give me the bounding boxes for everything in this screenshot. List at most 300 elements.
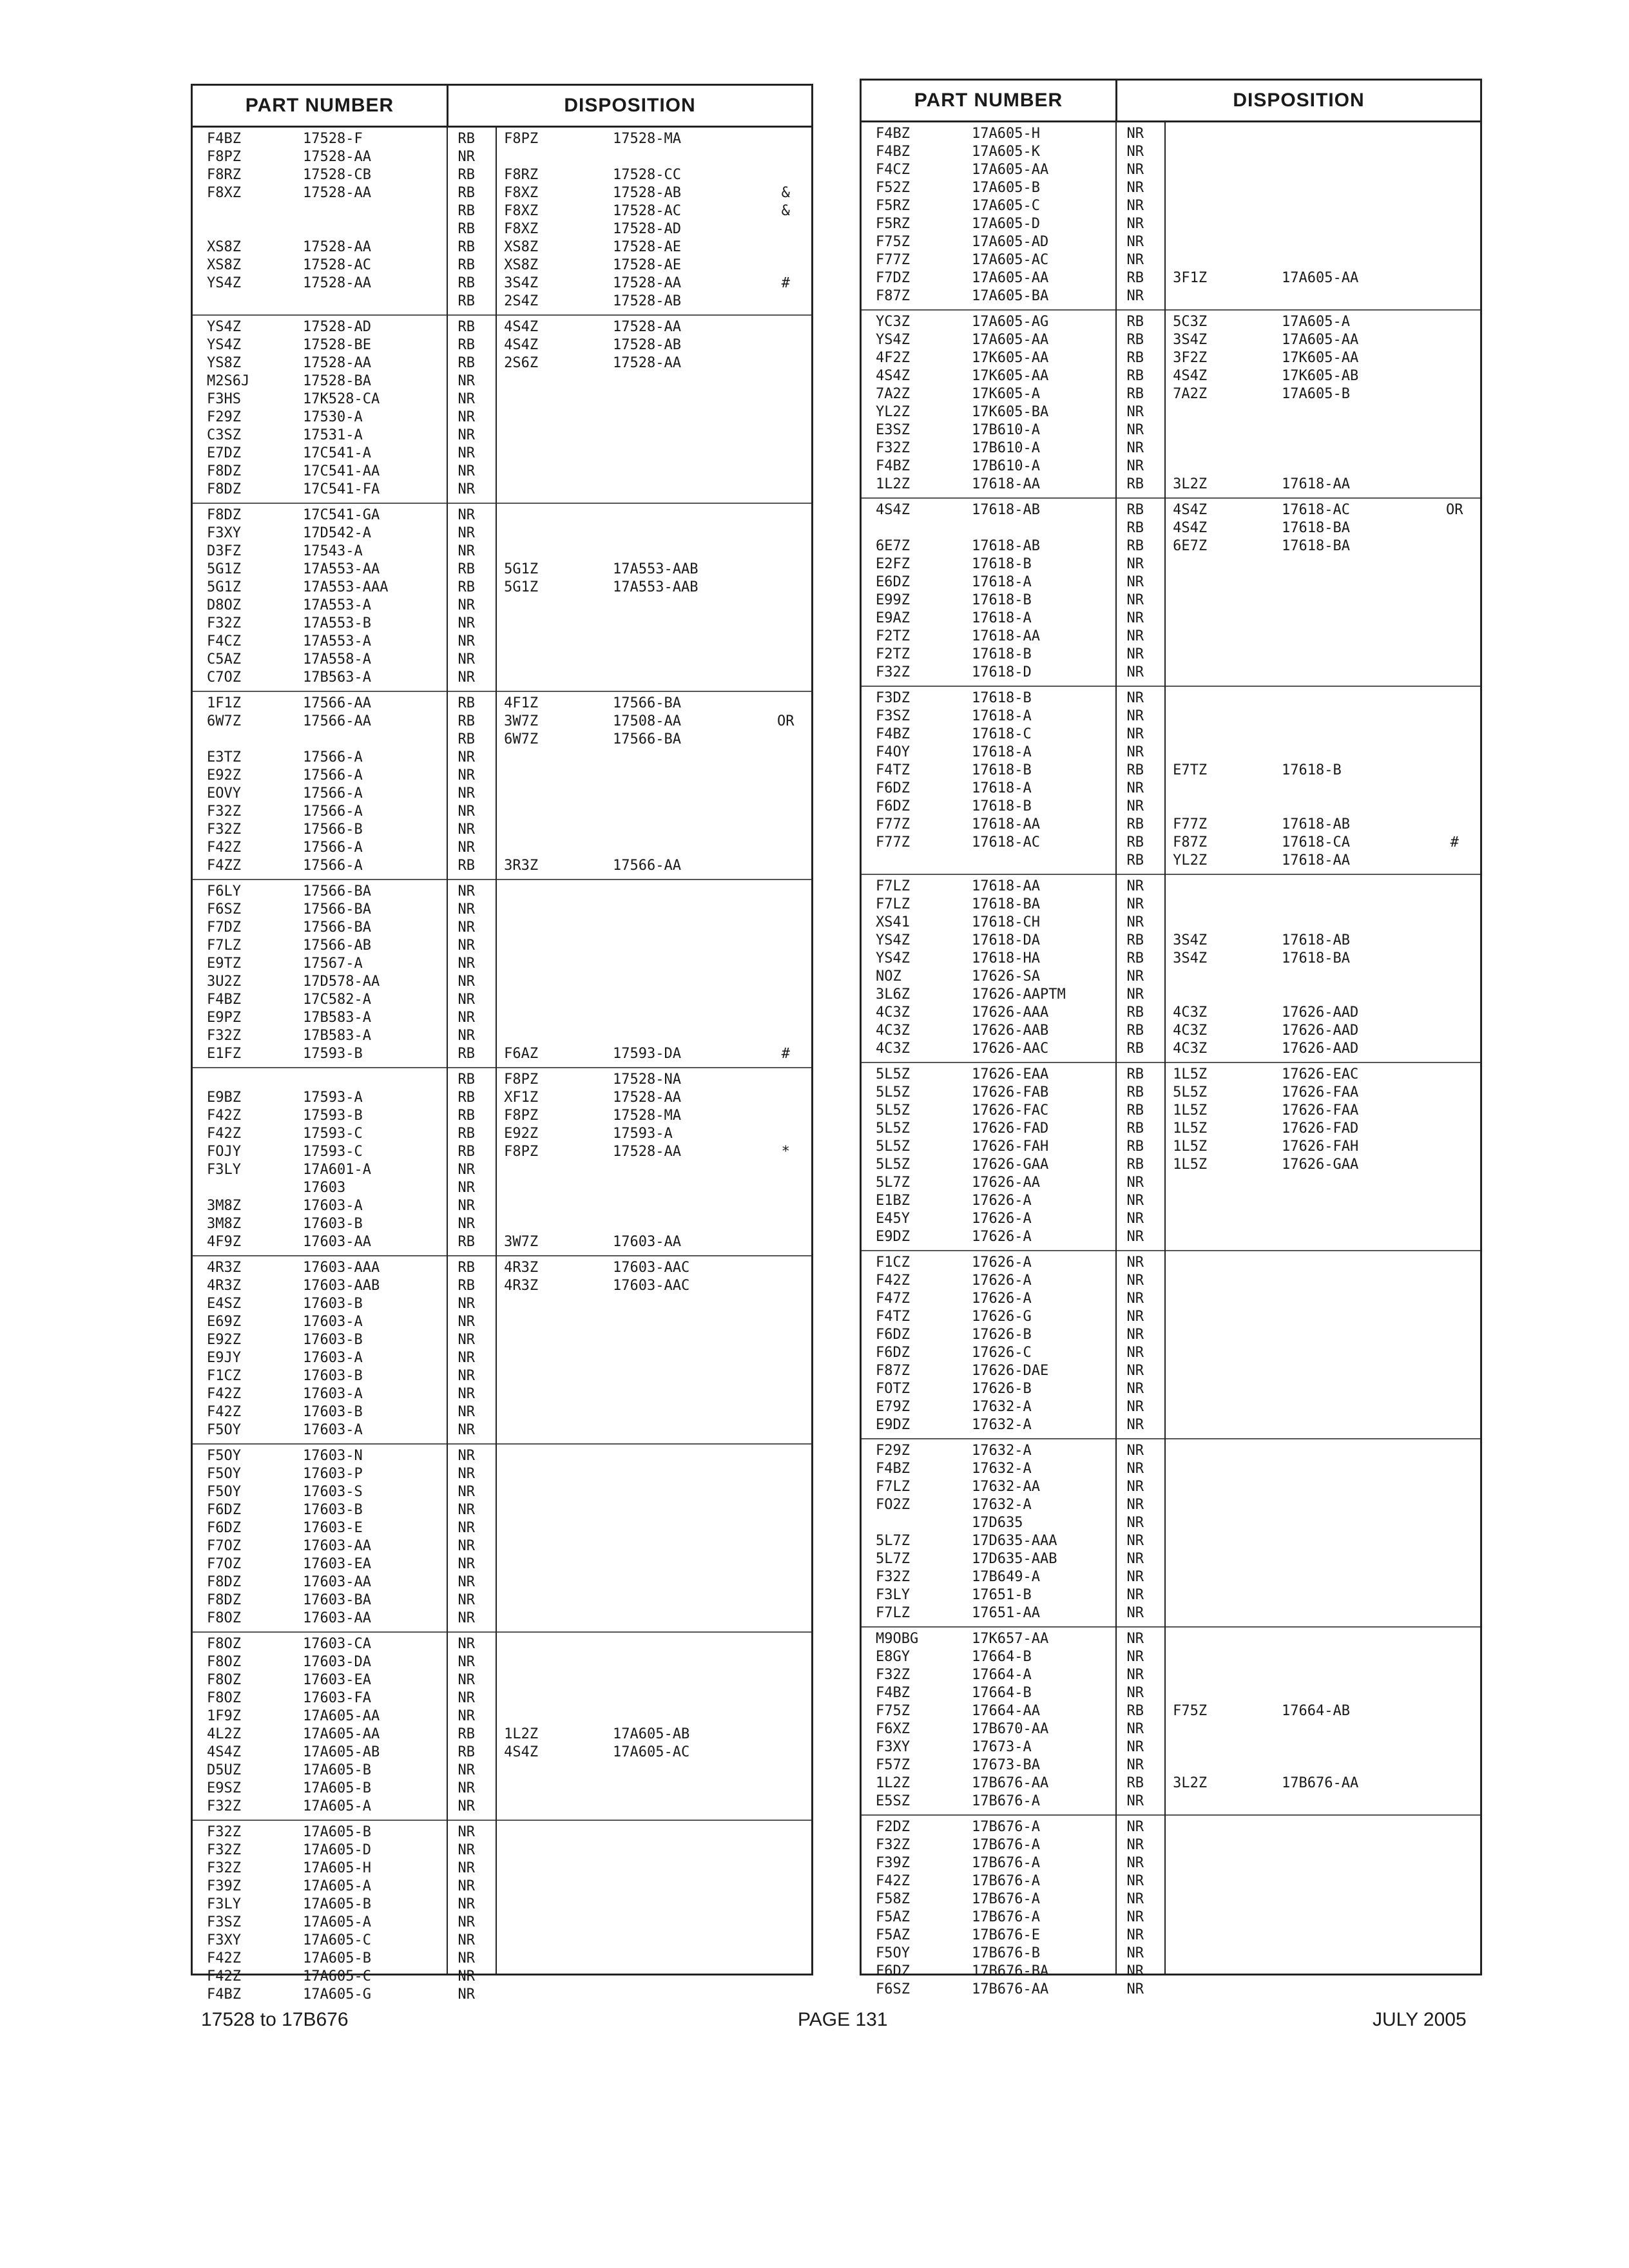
replacement-number-cell — [1282, 1210, 1429, 1228]
note-mark-cell — [1429, 215, 1480, 233]
note-mark-cell — [760, 1089, 811, 1107]
disposition-code-cell: RB — [458, 1726, 476, 1742]
part-prefix-cell: E92Z — [207, 1332, 241, 1348]
part-prefix-cell: E1BZ — [876, 1193, 910, 1209]
part-number-cell: 17618-C — [972, 726, 1032, 742]
part-prefix-cell: F5OY — [207, 1466, 241, 1482]
table-row — [862, 1568, 1480, 1586]
note-mark-cell — [1429, 555, 1480, 573]
part-prefix-cell: 6E7Z — [876, 538, 910, 554]
note-mark-cell — [760, 1725, 811, 1744]
note-mark-cell — [760, 1823, 811, 1841]
note-mark-cell: # — [781, 275, 790, 291]
replacement-number-cell: 17K605-AA — [1282, 350, 1359, 366]
replacement-number-cell — [1282, 1890, 1429, 1908]
replacement-prefix-cell — [494, 821, 613, 839]
replacement-prefix-cell — [494, 839, 613, 857]
note-mark-cell — [760, 1762, 811, 1780]
note-mark-cell — [760, 1367, 811, 1385]
part-number-cell: 17603 — [303, 1180, 346, 1196]
disposition-code-cell: NR — [458, 1180, 476, 1196]
part-prefix-cell: F6DZ — [876, 798, 910, 814]
replacement-prefix-cell — [1162, 1442, 1282, 1460]
replacement-number-cell — [1282, 664, 1429, 682]
disposition-code-cell: NR — [1126, 198, 1144, 214]
part-prefix-cell: 5G1Z — [207, 579, 241, 595]
replacement-prefix-cell — [1162, 1550, 1282, 1568]
part-prefix-cell: E99Z — [876, 592, 910, 608]
part-prefix-cell: F7OZ — [207, 1538, 241, 1554]
table-row — [862, 1398, 1480, 1416]
part-number-cell: 17603-AAA — [303, 1260, 380, 1276]
part-prefix-cell: 3M8Z — [207, 1198, 241, 1214]
replacement-number-cell — [1282, 1981, 1429, 1999]
table-row — [193, 1045, 811, 1063]
replacement-number-cell — [613, 919, 760, 937]
disposition-code-cell: NR — [458, 1502, 476, 1518]
replacement-number-cell — [613, 883, 760, 901]
note-mark-cell — [1429, 646, 1480, 664]
replacement-prefix-cell — [1162, 744, 1282, 762]
part-prefix-cell: XS8Z — [207, 257, 241, 273]
disposition-code-cell: RB — [458, 131, 476, 147]
part-prefix-cell: F32Z — [876, 1569, 910, 1585]
note-mark-cell — [1429, 1254, 1480, 1272]
replacement-number-cell — [613, 1421, 760, 1439]
table-row — [193, 1143, 811, 1161]
table-row — [862, 476, 1480, 494]
note-mark-cell — [760, 633, 811, 651]
replacement-prefix-cell: 5L5Z — [1173, 1084, 1208, 1100]
replacement-number-cell: 17626-FAD — [1282, 1120, 1359, 1137]
replacement-prefix-cell — [1162, 914, 1282, 932]
row-group — [862, 687, 1480, 875]
replacement-prefix-cell — [494, 1860, 613, 1878]
disposition-code-cell: NR — [458, 1762, 476, 1778]
note-mark-cell — [1429, 689, 1480, 707]
replacement-number-cell — [1282, 197, 1429, 215]
replacement-prefix-cell: 3W7Z — [504, 1234, 539, 1250]
replacement-prefix-cell: F8PZ — [504, 1108, 539, 1124]
part-number-cell: 17626-A — [972, 1291, 1032, 1307]
disposition-code-cell: NR — [458, 1574, 476, 1590]
replacement-number-cell — [1282, 1818, 1429, 1836]
note-mark-cell — [760, 883, 811, 901]
part-prefix-cell: 4F2Z — [876, 350, 910, 366]
table-row — [193, 669, 811, 687]
part-number-cell: 17603-A — [303, 1198, 363, 1214]
disposition-code-cell: NR — [458, 1296, 476, 1312]
part-number-cell: 17673-A — [972, 1739, 1032, 1755]
table-row — [862, 1927, 1480, 1945]
disposition-code-cell: NR — [458, 1672, 476, 1688]
table-row — [862, 1040, 1480, 1058]
part-number-cell: 17567-A — [303, 956, 363, 972]
disposition-code-cell: NR — [1126, 1927, 1144, 1943]
table-row — [193, 166, 811, 184]
part-number-cell: 17618-AC — [972, 834, 1040, 850]
part-number-cell: 17A605-D — [303, 1842, 371, 1858]
replacement-prefix-cell — [494, 1313, 613, 1331]
replacement-prefix-cell: 3S4Z — [1173, 950, 1208, 966]
table-row — [193, 1179, 811, 1197]
replacement-prefix-cell — [494, 1331, 613, 1349]
part-prefix-cell: F32Z — [207, 1860, 241, 1876]
note-mark-cell — [1429, 1478, 1480, 1496]
table-row — [193, 955, 811, 973]
table-row — [193, 615, 811, 633]
note-mark-cell — [760, 372, 811, 390]
part-number-cell: 17A553-A — [303, 633, 371, 649]
part-number-cell: 17K657-AA — [972, 1631, 1049, 1647]
note-mark-cell — [760, 1027, 811, 1045]
part-number-cell: 17A605-A — [303, 1878, 371, 1894]
note-mark-cell — [760, 651, 811, 669]
disposition-header: DISPOSITION — [564, 95, 696, 116]
part-prefix-cell: E92Z — [207, 767, 241, 783]
replacement-number-cell — [613, 749, 760, 767]
table-row — [862, 1945, 1480, 1963]
part-prefix-cell: F3XY — [876, 1739, 910, 1755]
disposition-code-cell: NR — [1126, 664, 1144, 680]
note-mark-cell — [1429, 349, 1480, 367]
replacement-number-cell — [1282, 1756, 1429, 1774]
replacement-prefix-cell — [1162, 1362, 1282, 1380]
note-mark-cell — [760, 1610, 811, 1628]
part-number-cell: 17626-FAC — [972, 1102, 1049, 1119]
table-row — [193, 821, 811, 839]
disposition-code-cell: NR — [1126, 1855, 1144, 1871]
row-group — [862, 122, 1480, 311]
disposition-code-cell: RB — [1126, 834, 1144, 850]
part-prefix-cell: E7DZ — [207, 445, 241, 461]
replacement-prefix-cell — [494, 1823, 613, 1841]
disposition-code-cell: RB — [1126, 1102, 1144, 1119]
replacement-number-cell: 17528-AE — [613, 257, 682, 273]
disposition-code-cell: NR — [458, 149, 476, 165]
table-row — [862, 1586, 1480, 1604]
part-number-cell: 17618-B — [972, 646, 1032, 662]
replacement-number-cell — [1282, 1963, 1429, 1981]
part-number-cell: 17618-AB — [972, 538, 1040, 554]
replacement-prefix-cell — [494, 1635, 613, 1653]
note-mark-cell — [1429, 1586, 1480, 1604]
replacement-number-cell: 17528-AA — [613, 275, 682, 291]
replacement-number-cell — [1282, 744, 1429, 762]
replacement-number-cell: 17A605-AA — [1282, 270, 1359, 286]
replacement-number-cell — [613, 1027, 760, 1045]
replacement-prefix-cell: 1L5Z — [1173, 1102, 1208, 1119]
replacement-prefix-cell — [494, 1762, 613, 1780]
note-mark-cell: * — [781, 1144, 790, 1160]
part-prefix-cell: F4OY — [876, 744, 910, 760]
replacement-prefix-cell — [494, 1986, 613, 2004]
disposition-code-cell: NR — [458, 373, 476, 389]
replacement-prefix-cell: 3L2Z — [1173, 476, 1208, 492]
part-number-cell: 17K605-BA — [972, 404, 1049, 420]
replacement-prefix-cell — [494, 1385, 613, 1403]
disposition-code-cell: NR — [458, 1932, 476, 1948]
part-prefix-cell: F32Z — [207, 822, 241, 838]
part-prefix-cell: F4CZ — [207, 633, 241, 649]
disposition-code-cell: NR — [1126, 1309, 1144, 1325]
note-mark-cell — [760, 1349, 811, 1367]
note-mark-cell — [760, 579, 811, 597]
part-number-cell: 17618-AA — [972, 628, 1040, 644]
disposition-code-cell: NR — [1126, 986, 1144, 1003]
disposition-code-cell: NR — [1126, 1981, 1144, 1997]
part-number-cell: 17D635-AAB — [972, 1551, 1057, 1567]
replacement-prefix-cell — [494, 1968, 613, 1986]
table-row — [193, 1762, 811, 1780]
note-mark-cell — [1429, 744, 1480, 762]
part-prefix-cell: F6SZ — [876, 1981, 910, 1997]
replacement-prefix-cell — [494, 937, 613, 955]
part-prefix-cell: F4BZ — [876, 458, 910, 474]
part-prefix-cell: F52Z — [876, 180, 910, 196]
note-mark-cell — [760, 390, 811, 408]
disposition-code-cell: NR — [1126, 1229, 1144, 1245]
part-number-cell: 17626-A — [972, 1193, 1032, 1209]
replacement-prefix-cell: 2S6Z — [504, 355, 539, 371]
replacement-prefix-cell — [1162, 1254, 1282, 1272]
table-row — [193, 785, 811, 803]
part-prefix-cell — [193, 731, 303, 749]
disposition-code-cell: RB — [458, 1090, 476, 1106]
part-number-cell: 17B583-A — [303, 1028, 371, 1044]
part-prefix-cell: F4CZ — [876, 162, 910, 178]
note-mark-cell — [1429, 1945, 1480, 1963]
part-number-cell: 17664-AA — [972, 1703, 1040, 1719]
table-row — [193, 1537, 811, 1555]
table-row — [193, 1447, 811, 1465]
replacement-prefix-cell — [1162, 628, 1282, 646]
part-prefix-cell: F87Z — [876, 1363, 910, 1379]
part-prefix-cell: F42Z — [207, 1950, 241, 1966]
replacement-prefix-cell — [1162, 1854, 1282, 1872]
replacement-number-cell — [613, 937, 760, 955]
replacement-prefix-cell: E92Z — [504, 1126, 539, 1142]
part-number-cell: 17528-BE — [303, 337, 371, 353]
replacement-prefix-cell — [1162, 591, 1282, 610]
table-row — [862, 1442, 1480, 1460]
replacement-prefix-cell: F77Z — [1173, 816, 1208, 832]
replacement-prefix-cell — [1162, 968, 1282, 986]
replacement-prefix-cell: 3L2Z — [1173, 1775, 1208, 1791]
part-number-cell: 17626-DAE — [972, 1363, 1049, 1379]
part-number-cell: 17618-DA — [972, 932, 1040, 948]
replacement-number-cell — [1282, 1192, 1429, 1210]
note-mark-cell — [1429, 664, 1480, 682]
replacement-prefix-cell — [1162, 1380, 1282, 1398]
disposition-code-cell: NR — [458, 427, 476, 443]
disposition-code-cell: NR — [1126, 708, 1144, 724]
disposition-code-cell: NR — [1126, 1819, 1144, 1835]
disposition-code-cell: NR — [458, 543, 476, 559]
note-mark-cell — [760, 238, 811, 256]
row-group — [193, 1633, 811, 1821]
part-prefix-cell: F42Z — [876, 1873, 910, 1889]
replacement-number-cell — [1282, 1720, 1429, 1738]
disposition-code-cell: NR — [458, 937, 476, 954]
table-row — [862, 664, 1480, 682]
part-prefix-cell: F3DZ — [876, 690, 910, 706]
table-row — [862, 1720, 1480, 1738]
replacement-prefix-cell — [494, 1707, 613, 1725]
replacement-prefix-cell: E7TZ — [1173, 762, 1208, 778]
replacement-number-cell: 17528-AA — [613, 1144, 682, 1160]
part-prefix-cell: E8GY — [876, 1649, 910, 1665]
replacement-prefix-cell: 3S4Z — [504, 275, 539, 291]
note-mark-cell — [760, 408, 811, 427]
part-number-cell: 17B610-A — [972, 440, 1040, 456]
note-mark-cell — [1429, 1344, 1480, 1362]
replacement-number-cell — [1282, 1630, 1429, 1648]
replacement-prefix-cell — [494, 749, 613, 767]
disposition-code-cell: RB — [458, 1072, 476, 1088]
part-prefix-cell: F8DZ — [207, 463, 241, 479]
note-mark-cell — [760, 445, 811, 463]
disposition-code-cell: NR — [1126, 896, 1144, 912]
replacement-prefix-cell — [1162, 457, 1282, 476]
part-prefix-cell: F4TZ — [876, 1309, 910, 1325]
table-row — [862, 896, 1480, 914]
disposition-code-cell: NR — [1126, 1569, 1144, 1585]
table-row — [193, 1841, 811, 1860]
part-number-cell: 17603-E — [303, 1520, 363, 1536]
disposition-code-cell: NR — [1126, 1273, 1144, 1289]
part-number-cell: 17603-A — [303, 1422, 363, 1438]
replacement-number-cell — [1282, 179, 1429, 197]
table-row — [862, 349, 1480, 367]
disposition-code-cell: NR — [458, 767, 476, 783]
replacement-prefix-cell — [494, 1009, 613, 1027]
disposition-code-cell: RB — [1126, 1775, 1144, 1791]
table-row — [862, 1702, 1480, 1720]
note-mark-cell — [760, 1071, 811, 1089]
disposition-code-cell: NR — [1126, 1175, 1144, 1191]
part-number-cell: 17528-AC — [303, 257, 371, 273]
part-prefix-cell: F1CZ — [207, 1368, 241, 1384]
table-row — [193, 1501, 811, 1519]
part-number-cell: 17530-A — [303, 409, 363, 425]
disposition-code-cell: NR — [458, 1350, 476, 1366]
part-prefix-cell: F57Z — [876, 1757, 910, 1773]
part-prefix-cell: F8DZ — [207, 507, 241, 523]
replacement-number-cell: 17626-FAH — [1282, 1139, 1359, 1155]
part-number-cell: 17618-B — [972, 592, 1032, 608]
table-row — [862, 287, 1480, 305]
replacement-prefix-cell — [1162, 1630, 1282, 1648]
part-prefix-cell: NOZ — [876, 968, 901, 985]
table-row — [193, 1725, 811, 1744]
part-number-cell: 17626-B — [972, 1381, 1032, 1397]
table-row — [193, 1635, 811, 1653]
part-prefix-cell: YS4Z — [207, 337, 241, 353]
note-mark-cell — [1429, 896, 1480, 914]
table-row — [862, 1514, 1480, 1532]
replacement-number-cell — [613, 1610, 760, 1628]
note-mark-cell — [1429, 1156, 1480, 1174]
replacement-prefix-cell — [494, 1179, 613, 1197]
part-number-cell: 17603-A — [303, 1314, 363, 1330]
disposition-code-cell: RB — [458, 185, 476, 201]
disposition-code-cell: NR — [458, 749, 476, 765]
part-number-cell: 17B676-A — [972, 1873, 1040, 1889]
replacement-number-cell: 17A553-AAB — [613, 561, 699, 577]
table-row — [193, 597, 811, 615]
part-prefix-cell: F32Z — [207, 615, 241, 631]
part-prefix-cell: YS4Z — [876, 932, 910, 948]
note-mark-cell — [760, 1841, 811, 1860]
table-row — [193, 1331, 811, 1349]
replacement-number-cell — [613, 1780, 760, 1798]
replacement-number-cell — [1282, 1380, 1429, 1398]
table-row — [862, 707, 1480, 726]
part-number-cell: 17531-A — [303, 427, 363, 443]
part-number-cell: 17B676-AA — [972, 1981, 1049, 1997]
note-mark-cell — [760, 1950, 811, 1968]
replacement-number-cell: 17603-AAC — [613, 1278, 690, 1294]
table-row — [193, 1233, 811, 1251]
note-mark-cell — [760, 293, 811, 311]
table-row — [193, 1295, 811, 1313]
disposition-code-cell: NR — [1126, 798, 1144, 814]
disposition-code-cell: RB — [1126, 332, 1144, 348]
table-row — [862, 1084, 1480, 1102]
part-prefix-cell: E3TZ — [207, 749, 241, 765]
right-table-header — [862, 81, 1480, 122]
part-number-cell: 17B610-A — [972, 458, 1040, 474]
replacement-number-cell — [1282, 878, 1429, 896]
replacement-number-cell — [613, 1349, 760, 1367]
replacement-number-cell — [613, 408, 760, 427]
table-row — [862, 726, 1480, 744]
part-prefix-cell: F6DZ — [876, 1345, 910, 1361]
replacement-number-cell — [1282, 421, 1429, 439]
part-number-cell: 17603-FA — [303, 1690, 371, 1706]
replacement-number-cell — [1282, 287, 1429, 305]
part-prefix-cell: F7DZ — [876, 270, 910, 286]
part-prefix-cell: E9JY — [207, 1350, 241, 1366]
disposition-code-cell: NR — [1126, 1461, 1144, 1477]
part-number-cell: 17528-AA — [303, 355, 371, 371]
table-row — [862, 457, 1480, 476]
table-row — [193, 1896, 811, 1914]
part-prefix-cell: 3M8Z — [207, 1216, 241, 1232]
part-number-cell: 17566-AA — [303, 713, 371, 729]
table-row — [193, 408, 811, 427]
disposition-code-cell: RB — [1126, 520, 1144, 536]
replacement-number-cell — [613, 1689, 760, 1707]
replacement-number-cell — [613, 1555, 760, 1573]
part-prefix-cell: F5RZ — [876, 216, 910, 232]
disposition-code-cell: NR — [458, 1824, 476, 1840]
table-row — [862, 1648, 1480, 1666]
part-prefix-cell: F5OY — [207, 1484, 241, 1500]
replacement-prefix-cell — [1162, 1604, 1282, 1622]
replacement-prefix-cell: 1L5Z — [1173, 1120, 1208, 1137]
part-prefix-cell: F5AZ — [876, 1927, 910, 1943]
part-number-cell: 17528-AA — [303, 275, 371, 291]
replacement-number-cell — [613, 1653, 760, 1671]
note-mark-cell: # — [781, 1046, 790, 1062]
replacement-prefix-cell — [494, 1780, 613, 1798]
part-prefix-cell: E9PZ — [207, 1010, 241, 1026]
part-prefix-cell: F3LY — [876, 1587, 910, 1603]
part-number-cell: 17618-A — [972, 574, 1032, 590]
part-prefix-cell: 5L5Z — [876, 1066, 910, 1082]
